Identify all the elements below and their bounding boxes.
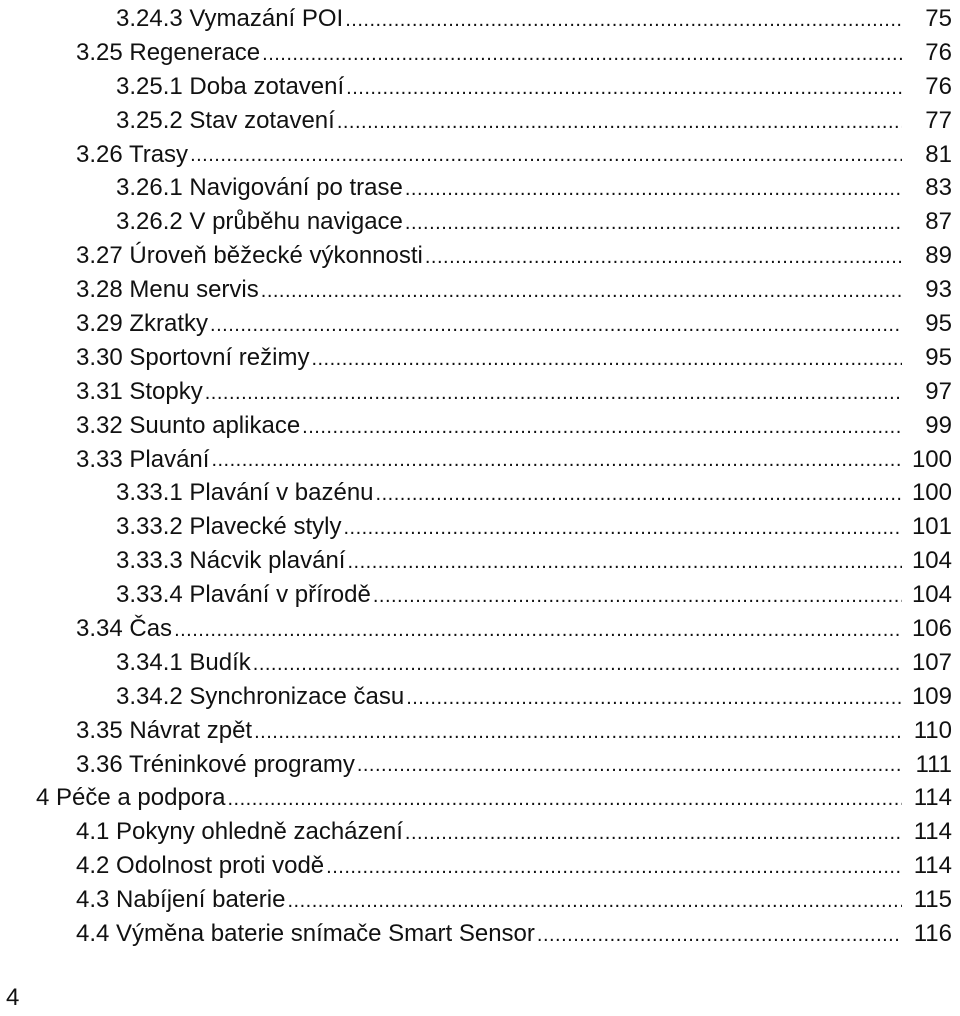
toc-entry[interactable] bbox=[0, 443, 960, 477]
toc-entry-title: 3.33.2 Plavecké styly bbox=[116, 513, 342, 541]
toc-entry-title: 3.34.1 Budík bbox=[116, 648, 251, 676]
toc-entry-page-number: 89 bbox=[925, 242, 952, 270]
toc-entry-page-number: 75 bbox=[925, 4, 952, 32]
toc-entry-page-number: 104 bbox=[911, 547, 952, 575]
toc-entry-page-number: 100 bbox=[911, 479, 952, 507]
toc-entry[interactable] bbox=[0, 36, 960, 70]
toc-entry-page-number: 110 bbox=[913, 716, 952, 744]
toc-dot-leader bbox=[425, 247, 902, 267]
toc-entry[interactable] bbox=[0, 205, 960, 239]
toc-entry-title: 3.26 Trasy bbox=[76, 140, 189, 168]
toc-entry-title: 4.3 Nabíjení baterie bbox=[76, 886, 286, 914]
toc-dot-leader bbox=[537, 925, 902, 945]
toc-entry-title: 3.28 Menu servis bbox=[76, 276, 259, 304]
toc-entry[interactable] bbox=[0, 375, 960, 409]
toc-dot-leader bbox=[211, 450, 902, 470]
toc-dot-leader bbox=[405, 179, 902, 199]
toc-entry-page-number: 114 bbox=[913, 852, 952, 880]
toc-dot-leader bbox=[345, 10, 902, 30]
toc-dot-leader bbox=[357, 755, 902, 775]
toc-entry-title: 3.29 Zkratky bbox=[76, 309, 209, 337]
toc-entry[interactable] bbox=[0, 748, 960, 782]
toc-entry-title: 3.25.2 Stav zotavení bbox=[116, 106, 335, 134]
toc-entry[interactable] bbox=[0, 307, 960, 341]
toc-entry[interactable] bbox=[0, 815, 960, 849]
toc-dot-leader bbox=[376, 484, 902, 504]
toc-entry-page-number: 104 bbox=[911, 581, 952, 609]
toc-entry[interactable] bbox=[0, 409, 960, 443]
toc-entry-title: 3.31 Stopky bbox=[76, 377, 203, 405]
toc-entry[interactable] bbox=[0, 273, 960, 307]
toc-dot-leader bbox=[261, 281, 902, 301]
toc-entry-page-number: 83 bbox=[925, 174, 952, 202]
toc-entry[interactable] bbox=[0, 2, 960, 36]
table-of-contents bbox=[0, 2, 960, 951]
toc-entry-title: 3.30 Sportovní režimy bbox=[76, 343, 310, 371]
toc-entry-page-number: 95 bbox=[925, 309, 952, 337]
toc-entry-title: 4.4 Výměna baterie snímače Smart Sensor bbox=[76, 919, 535, 947]
toc-dot-leader bbox=[343, 518, 902, 538]
toc-dot-leader bbox=[302, 417, 902, 437]
toc-entry-title: 3.36 Tréninkové programy bbox=[76, 750, 355, 778]
toc-entry-title: 4.2 Odolnost proti vodě bbox=[76, 852, 325, 880]
toc-entry-title: 3.33.3 Nácvik plavání bbox=[116, 547, 346, 575]
toc-entry-page-number: 76 bbox=[925, 72, 952, 100]
toc-entry[interactable] bbox=[0, 171, 960, 205]
toc-entry[interactable] bbox=[0, 476, 960, 510]
toc-entry-title: 3.25 Regenerace bbox=[76, 38, 261, 66]
toc-entry-page-number: 114 bbox=[913, 818, 952, 846]
toc-entry[interactable] bbox=[0, 646, 960, 680]
toc-dot-leader bbox=[174, 620, 902, 640]
toc-dot-leader bbox=[373, 586, 902, 606]
toc-entry-title: 3.26.1 Navigování po trase bbox=[116, 174, 403, 202]
toc-entry-page-number: 100 bbox=[911, 445, 952, 473]
toc-dot-leader bbox=[337, 112, 902, 132]
toc-entry-title: 3.34.2 Synchronizace času bbox=[116, 682, 405, 710]
toc-entry[interactable] bbox=[0, 239, 960, 273]
toc-entry-title: 3.33.4 Plavání v přírodě bbox=[116, 581, 371, 609]
toc-entry-title: 3.25.1 Doba zotavení bbox=[116, 72, 345, 100]
toc-entry-page-number: 93 bbox=[925, 276, 952, 304]
toc-entry-title: 3.34 Čas bbox=[76, 614, 173, 642]
toc-entry-title: 3.27 Úroveň běžecké výkonnosti bbox=[76, 242, 423, 270]
toc-entry-page-number: 95 bbox=[925, 343, 952, 371]
toc-entry-page-number: 81 bbox=[925, 140, 952, 168]
toc-entry[interactable] bbox=[0, 138, 960, 172]
toc-dot-leader bbox=[287, 891, 902, 911]
toc-entry-page-number: 116 bbox=[913, 919, 952, 947]
toc-dot-leader bbox=[210, 315, 902, 335]
toc-entry-title: 3.35 Návrat zpět bbox=[76, 716, 253, 744]
toc-entry[interactable] bbox=[0, 917, 960, 951]
toc-entry[interactable] bbox=[0, 781, 960, 815]
toc-dot-leader bbox=[254, 722, 902, 742]
toc-dot-leader bbox=[405, 823, 902, 843]
toc-entry[interactable] bbox=[0, 70, 960, 104]
toc-dot-leader bbox=[311, 349, 902, 369]
toc-entry-page-number: 76 bbox=[925, 38, 952, 66]
toc-entry-page-number: 99 bbox=[925, 411, 952, 439]
toc-entry-page-number: 114 bbox=[913, 784, 952, 812]
toc-entry[interactable] bbox=[0, 341, 960, 375]
toc-dot-leader bbox=[205, 383, 902, 403]
toc-entry-title: 3.33 Plavání bbox=[76, 445, 210, 473]
toc-dot-leader bbox=[262, 44, 902, 64]
toc-entry-page-number: 115 bbox=[913, 886, 952, 914]
toc-entry-page-number: 77 bbox=[925, 106, 952, 134]
page-number: 4 bbox=[6, 984, 20, 1011]
toc-dot-leader bbox=[406, 688, 902, 708]
toc-entry[interactable] bbox=[0, 883, 960, 917]
toc-entry-page-number: 109 bbox=[911, 682, 952, 710]
toc-entry[interactable] bbox=[0, 680, 960, 714]
toc-entry-page-number: 97 bbox=[925, 377, 952, 405]
toc-entry-page-number: 87 bbox=[925, 208, 952, 236]
toc-dot-leader bbox=[346, 78, 902, 98]
toc-entry[interactable] bbox=[0, 714, 960, 748]
toc-entry-title: 3.32 Suunto aplikace bbox=[76, 411, 301, 439]
toc-entry-page-number: 111 bbox=[915, 750, 952, 778]
toc-entry-title: 3.24.3 Vymazání POI bbox=[116, 4, 344, 32]
toc-entry-title: 3.33.1 Plavání v bazénu bbox=[116, 479, 374, 507]
toc-entry-title: 3.26.2 V průběhu navigace bbox=[116, 208, 403, 236]
toc-entry[interactable] bbox=[0, 849, 960, 883]
toc-entry-title: 4.1 Pokyny ohledně zacházení bbox=[76, 818, 403, 846]
toc-entry[interactable] bbox=[0, 612, 960, 646]
toc-entry-page-number: 106 bbox=[911, 614, 952, 642]
toc-entry[interactable] bbox=[0, 104, 960, 138]
toc-entry[interactable] bbox=[0, 510, 960, 544]
toc-dot-leader bbox=[326, 857, 902, 877]
toc-dot-leader bbox=[253, 654, 902, 674]
toc-dot-leader bbox=[190, 145, 902, 165]
toc-entry-page-number: 107 bbox=[911, 648, 952, 676]
toc-dot-leader bbox=[405, 213, 902, 233]
toc-entry[interactable] bbox=[0, 578, 960, 612]
toc-entry-page-number: 101 bbox=[911, 513, 952, 541]
toc-dot-leader bbox=[347, 552, 902, 572]
toc-entry[interactable] bbox=[0, 544, 960, 578]
toc-entry-title: 4 Péče a podpora bbox=[36, 784, 226, 812]
toc-dot-leader bbox=[227, 789, 902, 809]
